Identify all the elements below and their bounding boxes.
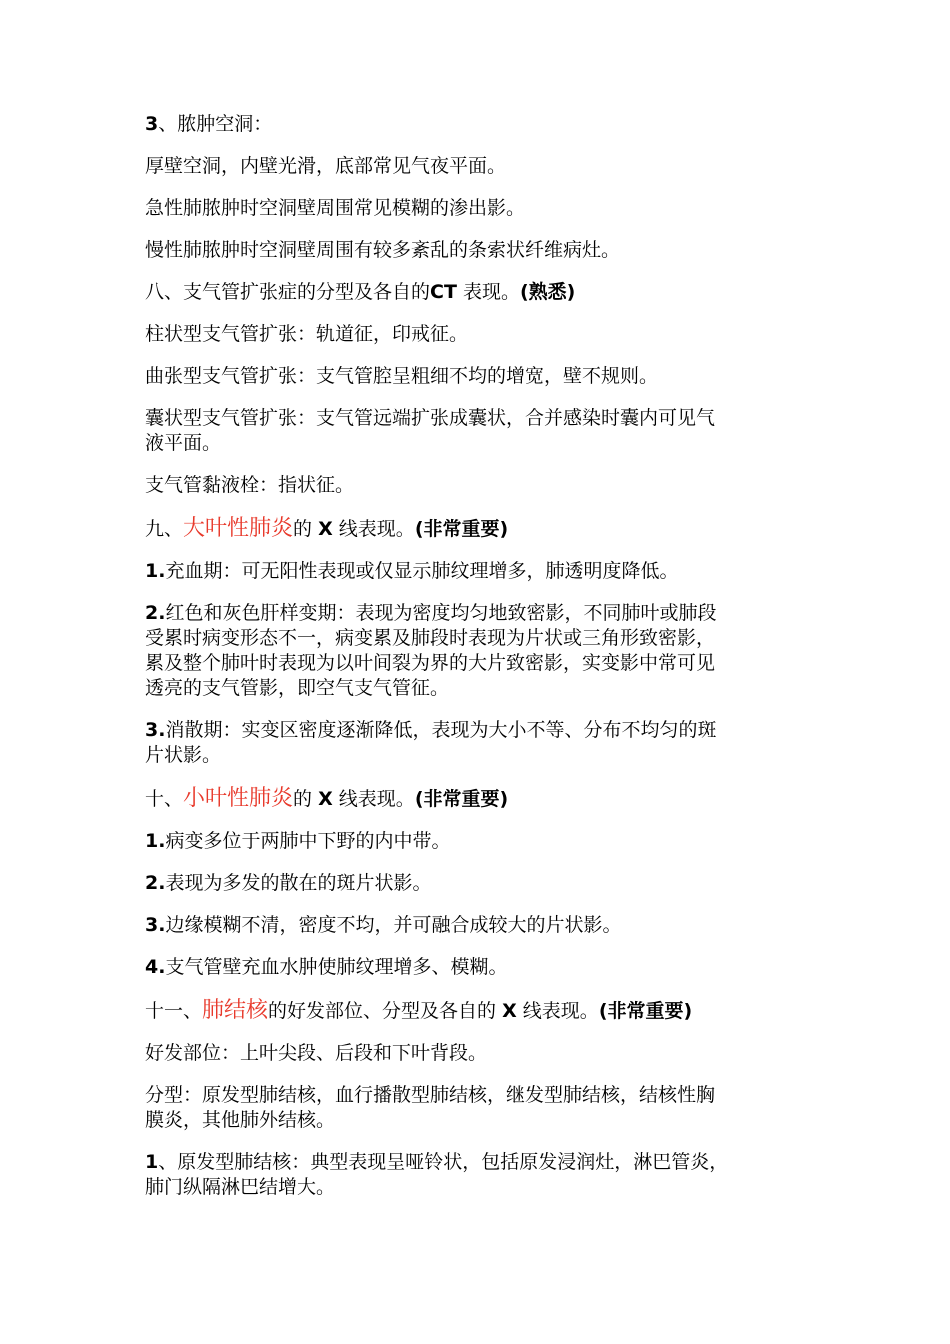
importance-tag: (非常重要) [414, 518, 509, 540]
heading-text: 的 [293, 788, 313, 810]
heading-text: 九、 [145, 518, 184, 540]
cylindrical-line: 柱状型支气管扩张：轨道征，印戒征。 [145, 323, 469, 345]
text-line: 消散期：实变区密度逐渐降低，表现为大小不等、分布不均匀的斑 [165, 719, 717, 741]
text-line: 囊状型支气管扩张：支气管远端扩张成囊状，合并感染时囊内可见气 [145, 407, 716, 429]
section-10-item-3 [145, 913, 815, 938]
item-number: 2. [145, 602, 166, 624]
text-line: 透亮的支气管影，即空气支气管征。 [145, 677, 450, 699]
chronic-abscess-line: 慢性肺脓肿时空洞壁周围有较多紊乱的条索状纤维病灶。 [145, 239, 621, 261]
primary-tb-line [145, 1150, 815, 1200]
heading-text: 、脓肿空洞： [158, 113, 273, 135]
importance-tag: (熟悉) [519, 281, 576, 303]
item-number: 4. [145, 956, 166, 978]
item-number: 1 [145, 1151, 159, 1173]
importance-tag: (非常重要) [598, 1000, 693, 1022]
text-line: 分型：原发型肺结核，血行播散型肺结核，继发型肺结核，结核性胸 [145, 1084, 716, 1106]
heading-text: 表现。 [462, 281, 520, 303]
thick-wall-line: 厚壁空洞，内壁光滑，底部常见气夜平面。 [145, 155, 507, 177]
varicose-line: 曲张型支气管扩张：支气管腔呈粗细不均的增宽，壁不规则。 [145, 365, 659, 387]
item-number: 3. [145, 914, 166, 936]
classification-line [145, 1083, 815, 1133]
text-line: 病变多位于两肺中下野的内中带。 [165, 830, 451, 852]
section-10-item-2 [145, 871, 815, 896]
heading-bold: X [502, 1000, 517, 1022]
item-number: 2. [145, 872, 166, 894]
heading-text: 线表现。 [338, 788, 415, 810]
section-10-item-4 [145, 955, 815, 980]
mucus-plug-line: 支气管黏液栓：指状征。 [145, 474, 355, 496]
text-line: 液平面。 [145, 432, 222, 454]
section-9-item-2 [145, 601, 815, 701]
importance-tag: (非常重要) [414, 788, 509, 810]
section-10-heading [145, 786, 815, 812]
heading-bold: CT [430, 281, 457, 303]
text-line: 支气管壁充血水肿使肺纹理增多、模糊。 [165, 956, 508, 978]
highlight-term: 小叶性肺炎 [183, 786, 294, 811]
abscess-cavity-heading [145, 112, 815, 137]
heading-text: 线表现。 [338, 518, 415, 540]
heading-text: 线表现。 [522, 1000, 599, 1022]
section-11-heading [145, 998, 815, 1024]
heading-bold: X [318, 518, 333, 540]
text-line: 表现为多发的散在的斑片状影。 [165, 872, 432, 894]
text-line: 边缘模糊不清，密度不均，并可融合成较大的片状影。 [165, 914, 622, 936]
cystic-line [145, 406, 815, 456]
text-line: 红色和灰色肝样变期：表现为密度均匀地致密影，不同肺叶或肺段 [165, 602, 717, 624]
section-8-heading [145, 280, 815, 305]
highlight-term: 大叶性肺炎 [183, 516, 294, 541]
highlight-term: 肺结核 [202, 998, 269, 1023]
acute-abscess-line: 急性肺脓肿时空洞壁周围常见模糊的渗出影。 [145, 197, 526, 219]
section-9-heading [145, 516, 815, 542]
section-9-item-3 [145, 718, 815, 768]
heading-text: 的好发部位、分型及各自的 [268, 1000, 497, 1022]
text-line: 片状影。 [145, 744, 222, 766]
text-line: 充血期：可无阳性表现或仅显示肺纹理增多，肺透明度降低。 [165, 560, 679, 582]
predilection-sites-line: 好发部位：上叶尖段、后段和下叶背段。 [145, 1042, 488, 1064]
heading-text: 的 [293, 518, 313, 540]
text-line: 、原发型肺结核：典型表现呈哑铃状，包括原发浸润灶，淋巴管炎， [158, 1151, 729, 1173]
text-line: 累及整个肺叶时表现为以叶间裂为界的大片致密影，实变影中常可见 [145, 652, 716, 674]
document-page [145, 112, 815, 1200]
text-line: 受累时病变形态不一，病变累及肺段时表现为片状或三角形致密影， [145, 627, 716, 649]
text-line: 肺门纵隔淋巴结增大。 [145, 1176, 336, 1198]
section-10-item-1 [145, 829, 815, 854]
item-number: 1. [145, 560, 166, 582]
heading-text: 十一、 [145, 1000, 203, 1022]
item-number: 3 [145, 113, 159, 135]
heading-text: 八、支气管扩张症的分型及各自的 [145, 281, 431, 303]
item-number: 3. [145, 719, 166, 741]
section-9-item-1 [145, 559, 815, 584]
heading-bold: X [318, 788, 333, 810]
text-line: 膜炎，其他肺外结核。 [145, 1109, 336, 1131]
heading-text: 十、 [145, 788, 184, 810]
item-number: 1. [145, 830, 166, 852]
